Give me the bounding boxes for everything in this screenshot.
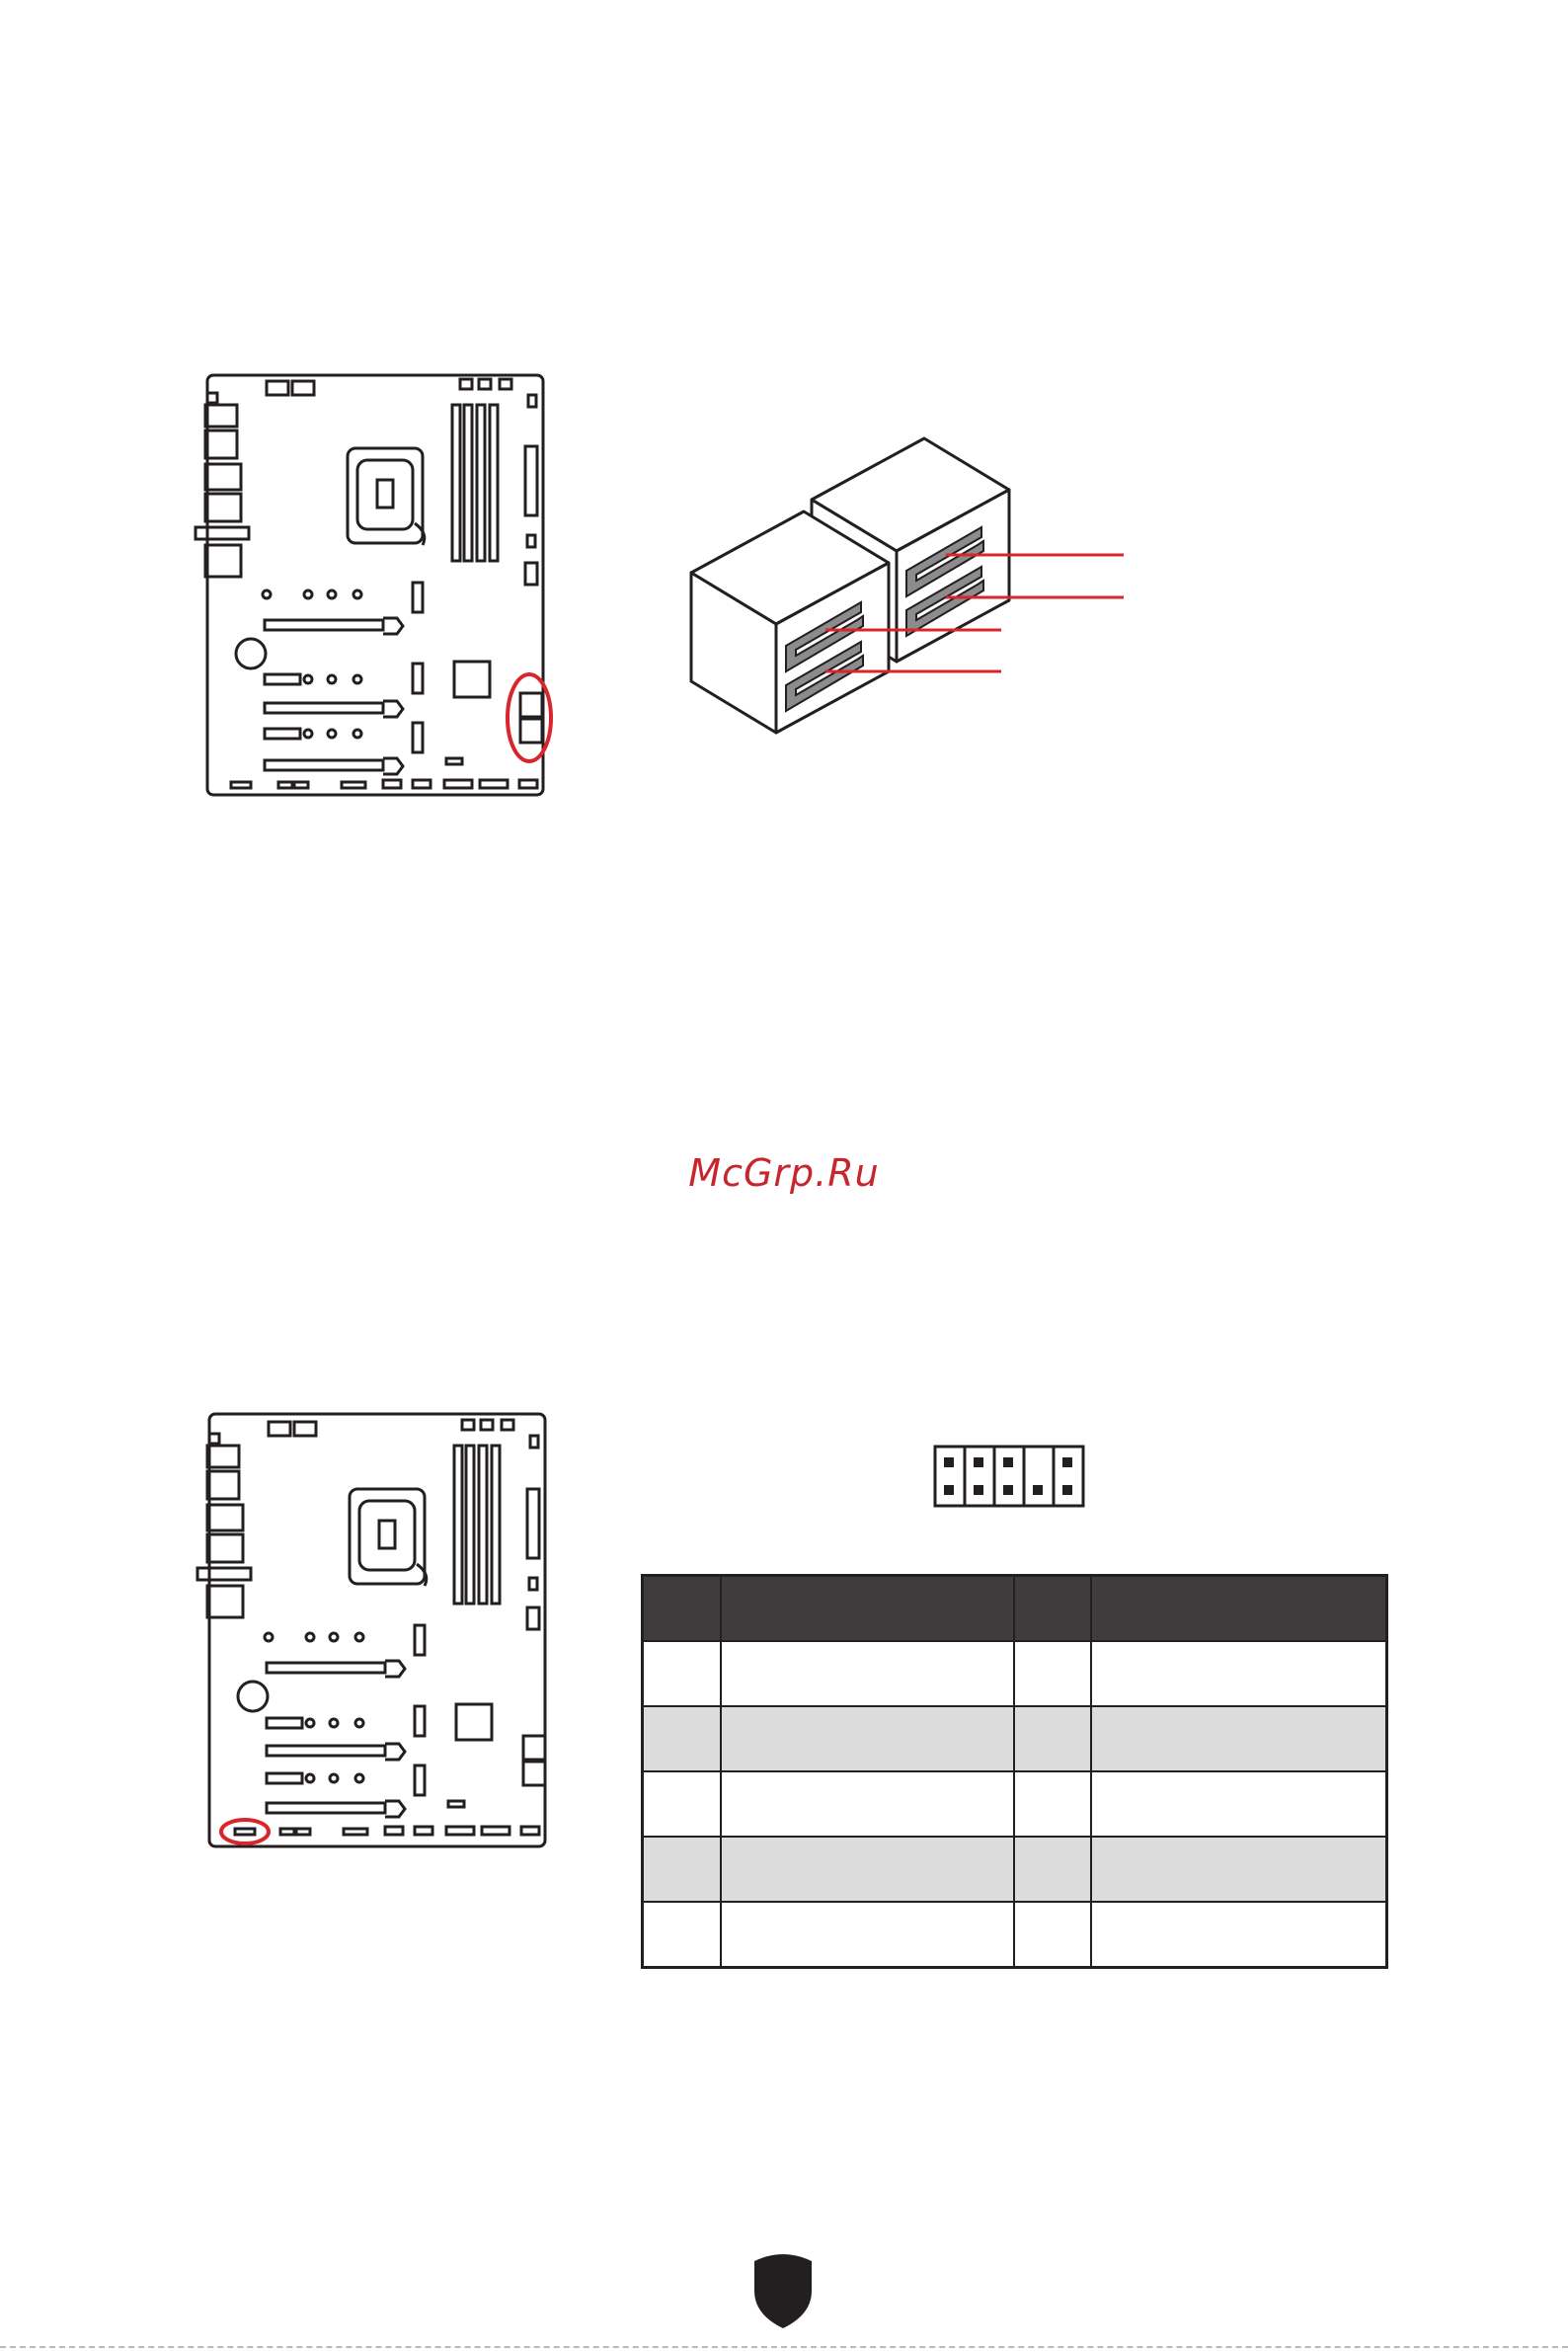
table-cell [721, 1641, 1014, 1706]
motherboard-diagram-bottom [188, 1404, 563, 1848]
table-row [643, 1902, 1387, 1968]
table-header-cell [1014, 1576, 1091, 1642]
motherboard-diagram-top [188, 365, 563, 810]
table-row [643, 1706, 1387, 1771]
table-cell [643, 1771, 722, 1837]
table-row [643, 1837, 1387, 1902]
table-cell [1091, 1837, 1387, 1902]
watermark: McGrp.Ru [688, 1151, 880, 1195]
footer-divider [0, 2346, 1568, 2348]
header-highlight-circle [221, 1820, 269, 1843]
table-header-cell [1091, 1576, 1387, 1642]
table-cell [721, 1706, 1014, 1771]
table-cell [1014, 1837, 1091, 1902]
table-cell [1014, 1706, 1091, 1771]
table-cell [643, 1837, 722, 1902]
table-cell [721, 1902, 1014, 1968]
pin-header-icon [932, 1444, 1086, 1509]
table-header-cell [721, 1576, 1014, 1642]
table-row [643, 1771, 1387, 1837]
table-cell [721, 1837, 1014, 1902]
table-header-cell [643, 1576, 722, 1642]
table-cell [1091, 1706, 1387, 1771]
table-cell [1014, 1771, 1091, 1837]
sata-connector-diagram [681, 434, 1136, 741]
table-cell [1014, 1641, 1091, 1706]
table-cell [1091, 1902, 1387, 1968]
table-header-row [643, 1576, 1387, 1642]
table-cell [1014, 1902, 1091, 1968]
shield-logo-icon [750, 2251, 816, 2330]
table-cell [643, 1706, 722, 1771]
table-cell [643, 1641, 722, 1706]
table-cell [1091, 1771, 1387, 1837]
table-cell [721, 1771, 1014, 1837]
table-cell [643, 1902, 722, 1968]
table-cell [1091, 1641, 1387, 1706]
pin-definition-table [641, 1574, 1388, 1969]
table-row [643, 1641, 1387, 1706]
